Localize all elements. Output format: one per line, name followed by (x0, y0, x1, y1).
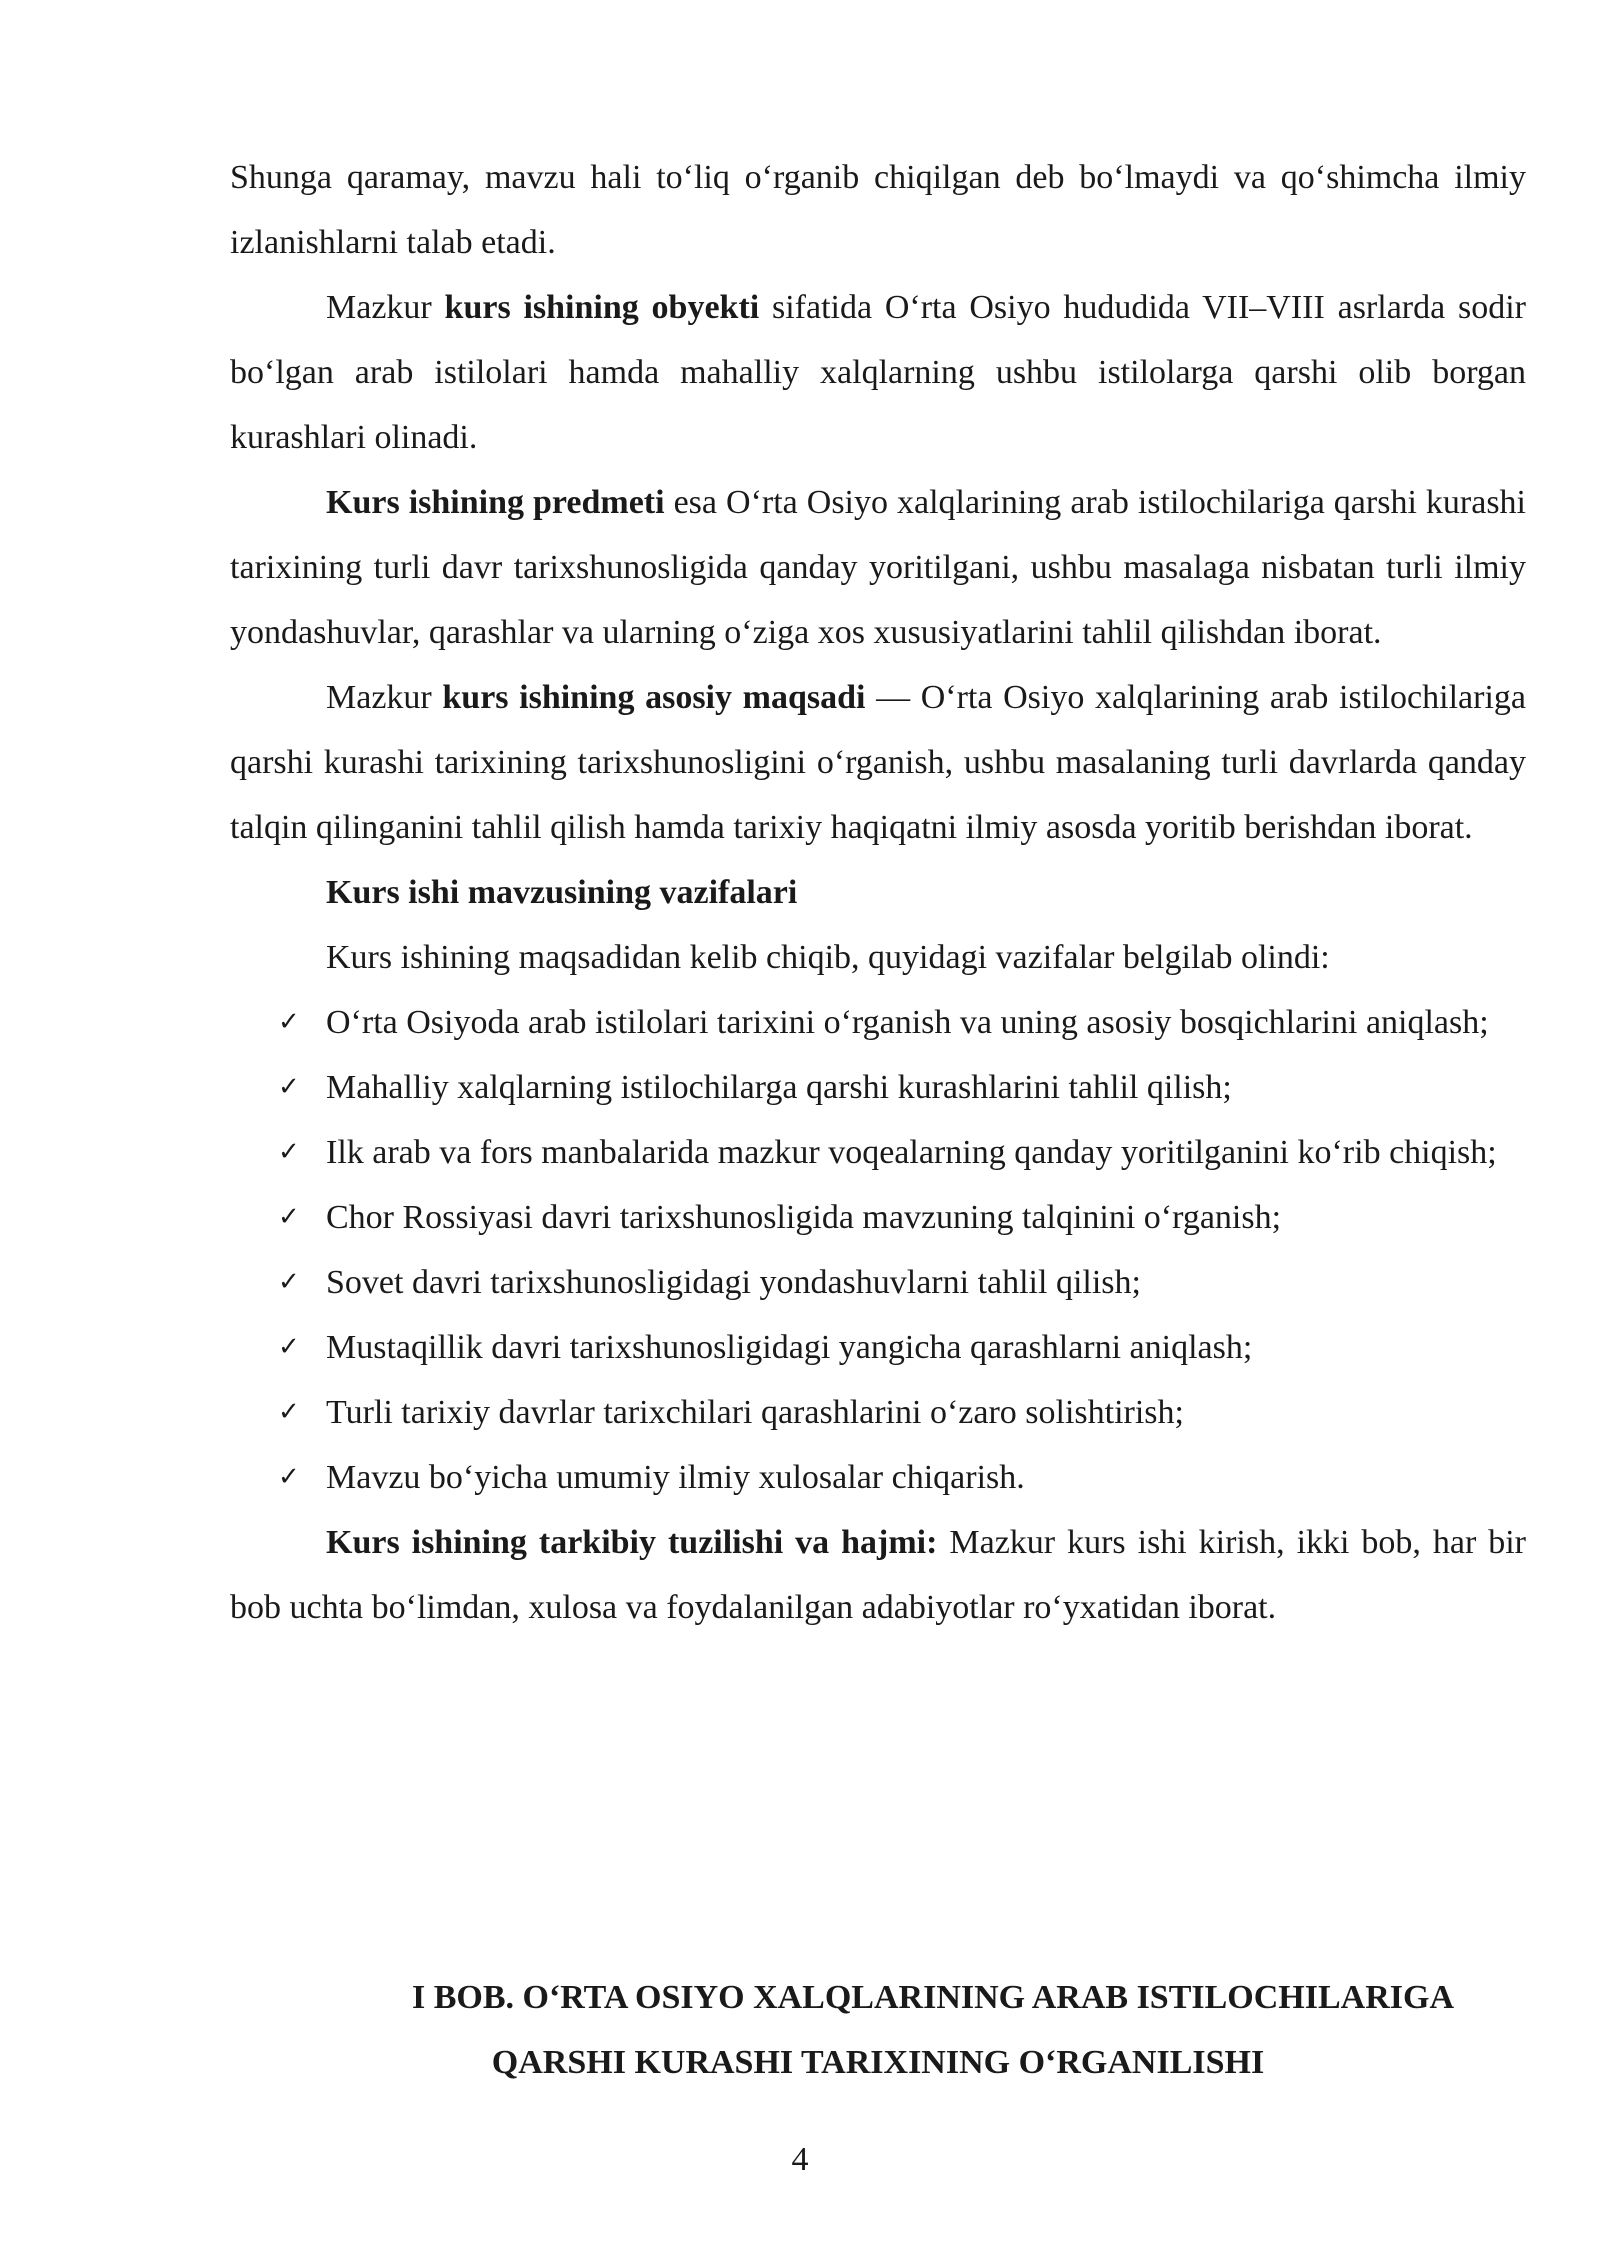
list-item (230, 1120, 1526, 1185)
paragraph-structure-text: Mazkur kurs ishi kirish, ikki bob, har bir bob uchta bo‘limdan, xulosa va foydalanilgan adabiyotlar ro‘yxatidan iborat. (230, 1524, 1526, 1626)
list-item-text: Mustaqillik davri tarixshunosligidagi yangicha qarashlarni aniqlash; (326, 1329, 1253, 1366)
list-item-text: O‘rta Osiyoda arab istilolari tarixini o‘rganish va uning asosiy bosqichlarini aniqlash; (326, 1004, 1489, 1041)
list-item-text: Mahalliy xalqlarning istilochilarga qarshi kurashlarini tahlil qilish; (326, 1069, 1232, 1106)
paragraph-object-term: kurs ishining obyekti (444, 289, 760, 326)
paragraph-goal-pre: Mazkur (326, 679, 443, 716)
paragraph-goal-text: — O‘rta Osiyo xalqlarining arab istilochilariga qarshi kurashi tarixining tarixshunosligini o‘rganish, ushbu masalaning turli davrlarda qanday talqin qilinganini tahlil qilish hamda tarixiy haqiqatni ilmiy asosda yoritib berishdan iborat. (230, 679, 1526, 846)
paragraph-structure-term: Kurs ishining tarkibiy tuzilishi va hajmi: (326, 1524, 938, 1561)
list-item (230, 1380, 1526, 1445)
check-icon: ✓ (278, 1202, 300, 1232)
list-item (230, 1445, 1526, 1510)
list-item-text: Ilk arab va fors manbalarida mazkur voqealarning qanday yoritilganini ko‘rib chiqish; (326, 1134, 1497, 1171)
paragraph-subject (230, 470, 1526, 665)
tasks-heading: Kurs ishi mavzusining vazifalari (326, 874, 798, 911)
check-icon: ✓ (278, 1137, 300, 1167)
check-icon: ✓ (278, 1462, 300, 1492)
list-item (230, 1055, 1526, 1120)
list-item (230, 990, 1526, 1055)
list-item (230, 1185, 1526, 1250)
chapter-title (230, 1965, 1526, 2095)
check-icon: ✓ (278, 1267, 300, 1297)
check-icon: ✓ (278, 1072, 300, 1102)
list-item-text: Mavzu bo‘yicha umumiy ilmiy xulosalar chiqarish. (326, 1459, 1025, 1496)
list-item-text: Sovet davri tarixshunosligidagi yondashuvlarni tahlil qilish; (326, 1264, 1141, 1301)
paragraph-goal-term: kurs ishining asosiy maqsadi (442, 679, 866, 716)
chapter-title-line-1: I BOB. O‘RTA OSIYO XALQLARINING ARAB ISTILOCHILARIGA (412, 1979, 1454, 2016)
tasks-intro: Kurs ishining maqsadidan kelib chiqib, quyidagi vazifalar belgilab olindi: (326, 939, 1330, 976)
list-item (230, 1250, 1526, 1315)
paragraph-goal (230, 665, 1526, 860)
chapter-title-line-2: QARSHI KURASHI TARIXINING O‘RGANILISHI (491, 2044, 1265, 2081)
document-body (230, 145, 1526, 1640)
tasks-list (230, 990, 1526, 1510)
list-item (230, 1315, 1526, 1380)
list-item-text: Turli tarixiy davrlar tarixchilari qarashlarini o‘zaro solishtirish; (326, 1394, 1184, 1431)
list-item-text: Chor Rossiyasi davri tarixshunosligida mavzuning talqinini o‘rganish; (326, 1199, 1282, 1236)
paragraph-subject-term: Kurs ishining predmeti (326, 484, 665, 521)
page-number: 4 (791, 2141, 809, 2178)
check-icon: ✓ (278, 1397, 300, 1427)
paragraph-subject-text: esa O‘rta Osiyo xalqlarining arab istilochilariga qarshi kurashi tarixining turli davr tarixshunosligida qanday yoritilgani, ushbu masalaga nisbatan turli ilmiy yondashuvlar, qarashlar va ularning o‘ziga xos xususiyatlarini tahlil qilishdan iborat. (230, 484, 1526, 651)
paragraph-intro: Shunga qaramay, mavzu hali to‘liq o‘rganib chiqilgan deb bo‘lmaydi va qo‘shimcha ilmiy izlanishlarni talab etadi. (230, 159, 1526, 261)
paragraph-object (230, 275, 1526, 470)
paragraph-object-text: sifatida O‘rta Osiyo hududida VII–VIII asrlarda sodir bo‘lgan arab istilolari hamda mahalliy xalqlarning ushbu istilolarga qarshi olib borgan kurashlari olinadi. (230, 289, 1526, 456)
paragraph-object-pre: Mazkur (326, 289, 445, 326)
check-icon: ✓ (278, 1332, 300, 1362)
check-icon: ✓ (278, 1007, 300, 1037)
paragraph-structure (230, 1510, 1526, 1640)
